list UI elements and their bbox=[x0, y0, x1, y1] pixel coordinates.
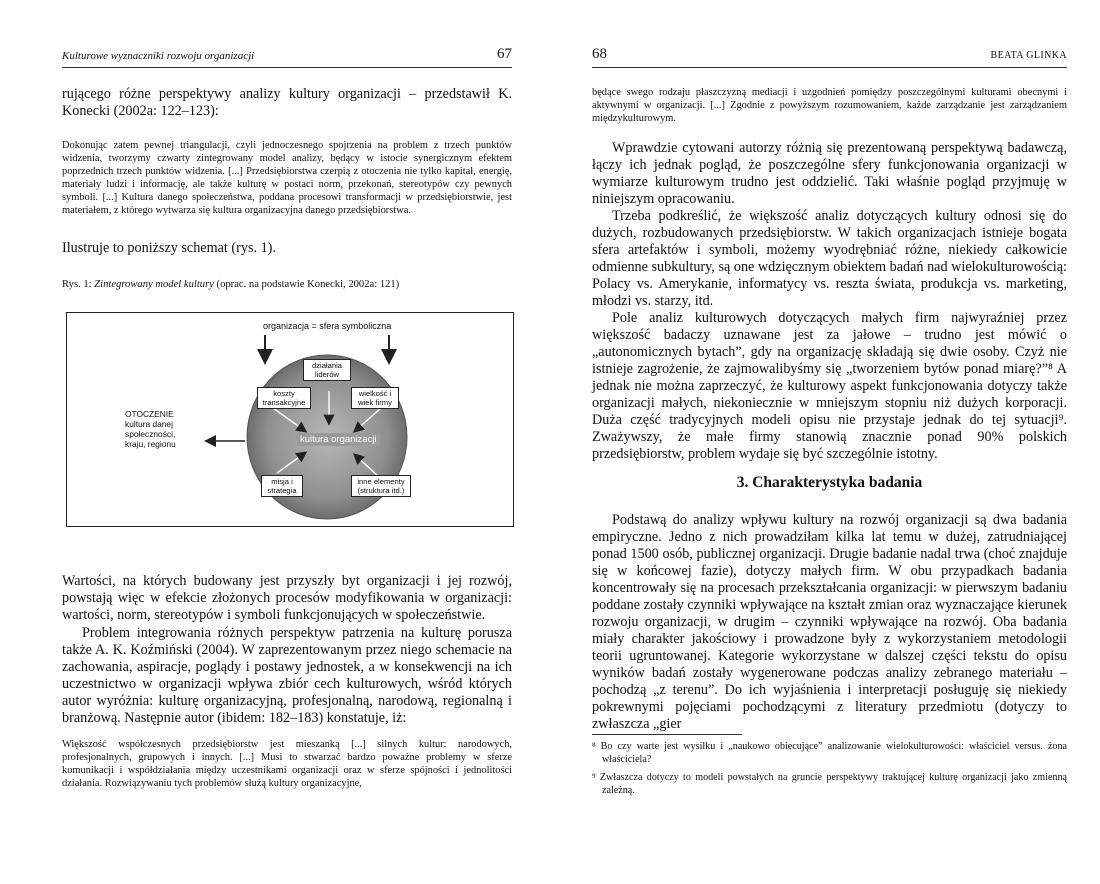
caption-source: (oprac. na podstawie Konecki, 2002a: 121) bbox=[213, 279, 400, 290]
page-number-right: 68 bbox=[592, 46, 607, 62]
figure-caption bbox=[62, 279, 512, 290]
footnote-rule bbox=[592, 734, 742, 735]
mission-strategy-box: misja i strategia bbox=[261, 475, 303, 497]
section-heading: 3. Charakterystyka badania bbox=[736, 474, 923, 491]
organizational-culture-core: kultura organizacji bbox=[297, 433, 380, 446]
environment-label: OTOCZENIE kultura danej społeczności, kraju, regionu bbox=[125, 409, 176, 449]
paragraph-perspective: Wprawdzie cytowani autorzy różnią się prezentowaną perspektywą badawczą, łączy ich jednak pogląd, że poszczególne sfery funkcjonowania organizacji w wymiarze kulturowym trudno jest oddzielić. Taki właśnie pogląd przyjmuję w niniejszym opracowaniu. bbox=[592, 140, 1067, 207]
paragraph-small-firms: Pole analiz kulturowych dotyczących małych firm najwyraźniej przez większość badaczy uznawane jest za jałowe – trudno jest mówić o „autonomicznych bytach”, gdy na organizację składają się dwie osoby. Czyż nie istnieje zagrożenie, że zajmowalibyśmy się „tworzeniem bytów ponad miarę?”⁸ A jednak nie można zaprzeczyć, że kulturowy aspekt funkcjonowania dotyczy także organizacji małych, niekoniecznie w mniejszym stopniu niż dużych korporacji. Duża część tradycyjnych modeli opisu nie przystaje jednak do tej sytuacji⁹. Zważywszy, że małe firmy stanowią znacznie ponad 90% polskich przedsiębiorstw, problem wydaje się być szczególnie istotny. bbox=[592, 310, 1067, 462]
page-number-left: 67 bbox=[497, 46, 512, 62]
block-quote-kozminski: Większość współczesnych przedsiębiorstw jest mieszanką [...] silnych kultur: narodowych, profesjonalnych, grupowych i innych. [...] Musi to stwarzać bardzo poważne problemy w sferze komunikacji i współdziałania między uczestnikami organizacji oraz w sferze spójności i jednolitości działania. Rozwiązywaniu tych problemów służą kultury organizacyjne, bbox=[62, 739, 512, 790]
caption-prefix: Rys. 1: bbox=[62, 279, 95, 290]
symbolic-sphere-label: organizacja = sfera symboliczna bbox=[263, 321, 392, 331]
footnote-9: ⁹ Zwłaszcza dotyczy to modeli powstałych na gruncie perspektywy traktującej kulturę organizacji jako zmienną zależną. bbox=[592, 772, 1067, 796]
paragraph-large-firms: Trzeba podkreślić, że większość analiz dotyczących kultury odnosi się do dużych, rozbudowanych przedsiębiorstw. W takich organizacjach istnieje bogata sfera artefaktów i symboli, możemy wyodrębniać różne, niekiedy całkowicie odmienne subkultury, są one wdzięcznym obiektem badań nad wielokulturowością: Polacy vs. Amerykanie, informatycy vs. reszta świata, produkcja vs. marketing, młodzi vs. starzy, itd. bbox=[592, 208, 1067, 309]
paragraph-values: Wartości, na których budowany jest przyszły byt organizacji i jej rozwój, powstają więc w efekcie złożonych procesów modyfikowania w organizacji: wartości, norm, stereotypów i symboli funkcjonujących w społeczeństwie. bbox=[62, 573, 512, 623]
leaders-actions-box: działania liderów bbox=[303, 359, 351, 381]
running-author: BEATA GLINKA bbox=[990, 50, 1067, 61]
right-page bbox=[592, 0, 1067, 884]
block-quote-konecki: Dokonując zatem pewnej triangulacji, czyli jednoczesnego spojrzenia na problem z trzech punktów widzenia, tworzymy czwarty zintegrowany model analizy, będący w istocie synergicznym efektem poprzednich trzech punktów widzenia. [...] Przedsiębiorstwa czerpią z otoczenia nie tylko kapitał, energię, materiały ludzi i informację, ale także kulturę w postaci norm, przekonań, stereotypów czy pewnych symboli. [...] Kultura danego społeczeństwa, poddana procesowi transformacji w przedsiębiorstwie, jest materiałem, z którego wytwarza się kultura organizacyjna danego przedsiębiorstwa. bbox=[62, 140, 512, 217]
paragraph-illustration: Ilustruje to poniższy schemat (rys. 1). bbox=[62, 240, 276, 256]
header-rule bbox=[592, 67, 1067, 68]
left-page bbox=[62, 0, 512, 884]
header-rule bbox=[62, 67, 512, 68]
paragraph-research: Podstawą do analizy wpływu kultury na rozwój organizacji są dwa badania empiryczne. Jedno z nich prowadziłam kilka lat temu w dużej, zatrudniającej ponad 1500 osób, publicznej organizacji. Drugie badanie nadal trwa (choć znajduje się w końcowej fazie), dotyczy małych firm. W obu przypadkach badania koncentrowały się na procesach przekształcania organizacji: w pierwszym badaniu poddane zostały czynniki wpływające na kształt zmian oraz wyznaczające kierunek rozwoju organizacji, w drugim – czynniki wpływające na rozwój. Oba badania miały charakter jakościowy i prowadzone były z wykorzystaniem metodologii teorii ugruntowanej. Kategorie wykorzystane w dalszej części tekstu do opisu wyników badań zostały wygenerowane podczas analizy zebranego materiału – pochodzą „z terenu”. Do ich wyjaśnienia i interpretacji posługuję się niekiedy pokrewnymi pojęciami pochodzącymi z literatury przedmiotu (dotyczy to zwłaszcza „gier bbox=[592, 512, 1067, 732]
integrated-culture-model-figure bbox=[66, 312, 514, 527]
running-title: Kulturowe wyznaczniki rozwoju organizacji bbox=[62, 50, 255, 62]
paragraph-intro: rującego różne perspektywy analizy kultury organizacji – przedstawił K. Konecki (2002a: 122–123): bbox=[62, 86, 512, 119]
caption-title: Zintegrowany model kultury bbox=[94, 279, 214, 290]
block-quote-continued: będące swego rodzaju płaszczyzną mediacji i uzgodnień pomiędzy poszczególnymi kulturami obecnymi i aktywnymi w organizacji. [...] Zgodnie z powyższym rozumowaniem, każde zarządzanie jest zarządzaniem międzykulturowym. bbox=[592, 87, 1067, 125]
size-age-box: wielkość i wiek firmy bbox=[351, 387, 399, 409]
running-head-left bbox=[62, 46, 512, 66]
other-elements-box: inne elementy (struktura itd.) bbox=[351, 475, 411, 497]
transaction-costs-box: koszty transakcyjne bbox=[257, 387, 311, 409]
footnote-8: ⁸ Bo czy warte jest wysiłku i „naukowo obiecujące” analizowanie wielokulturowości: właściciel versus. żona właściciela? bbox=[592, 741, 1067, 765]
running-head-right bbox=[592, 46, 1067, 66]
paragraph-kozminski: Problem integrowania różnych perspektyw patrzenia na kulturę porusza także A. K. Koźmiński (2004). W zaprezentowanym przez niego schemacie na zachowania, aspiracje, poglądy i postawy jednostek, a w konsekwencji na ich uczestnictwo w organizacji wpływa zbiór cech kulturowych, wśród których autor wyróżnia: kulturę organizacyjną, profesjonalną, narodową, regionalną i branżową. Następnie autor (ibidem: 182–183) konstatuje, iż: bbox=[62, 625, 512, 726]
